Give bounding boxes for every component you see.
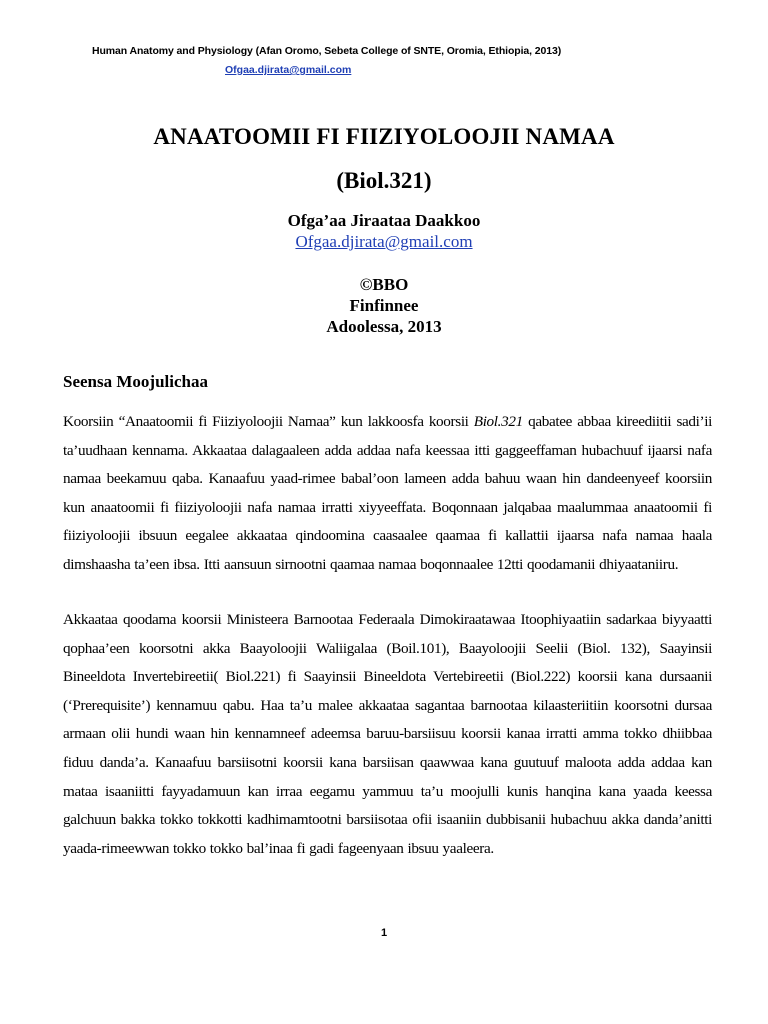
paragraph-1-text-end: qabatee abbaa kireediitii sadi’ii ta’uudhaan kennama. Akkaataa dalagaaleen adda addaa nafa keessaa itti gaggeeffaman hubachuuf ijaarsi nafa namaa beekamuu qaba. Kanaafuu yaad-rimee babal’oon lameen adda bahuu waan hin dandeenyeef koorsiin kun anaatoomii fi fiiziyoloojii nafa namaa irratti xiyyeeffata. Boqonnaan jalqabaa maalummaa anaatoomii fi fiiziyoloojii ibsuun eegalee akkaataa qindoomina caasaalee qaamaa fi kallattii ijaarsa nafa namaa haala dimshaasha ta’een ibsa. Itti aansuun sirnootni qaamaa namaa boqonnaalee 12tti qoodamanii dhiyaataniiru. xyxy=(63,413,712,573)
paragraph-1-course-code: Biol.321 xyxy=(473,413,523,430)
author-email-line xyxy=(0,232,768,252)
section-heading: Seensa Moojulichaa xyxy=(63,372,208,391)
paragraph-2: Akkaataa qoodama koorsii Ministeera Barnootaa Federaala Dimokiraatawaa Itoophiyaatiin sadarkaa biyyaatti qophaa’een koorsotni akka Baayoloojii Waliigalaa (Boil.101), Baayoloojii Seelii (Biol. 132), Saayinsii Bineeldota Invertebireetii( Biol.221) fi Saayinsii Bineeldota Vertebireetii (Biol.222) koorsii kana dursaanii (‘Prerequisite’) kennamuu qabu. Haa ta’u malee akkaataa sagantaa barnootaa kilaasteriitiin koorsotni dursaa armaan olii hundi waan hin kennamneef adeemsa baruu-barsiisuu koorsii kanaa irratti amma tokko dhiibbaa fiduu danda’a. Kanaafuu barsiisotni koorsii kana barsiisan qaawwaa kana guutuuf maloota adda addaa kan mataa isaaniitti fayyadamuun kan irraa eegamu yammuu ta’u moojulli kunis hanqina kana yaada keessa galchuun bakka tokko tokkotti kadhimamtootni barsiisotaa ofii isaaniin dubbisanii hubachuu akka danda’anitti yaada-rimeewwan tokko tokko bal’inaa fi gadi fageenyaan ibsuu yaaleera. xyxy=(63,611,712,857)
copyright-line: ©BBO xyxy=(359,275,409,294)
city-line: Finfinnee xyxy=(349,296,419,315)
page-number: 1 xyxy=(380,927,388,939)
paragraph-1-text-start: Koorsiin “Anaatoomii fi Fiiziyoloojii Namaa” kun lakkoosfa koorsii xyxy=(63,413,474,430)
document-title: ANAATOOMII FI FIIZIYOLOOJII NAMAA xyxy=(153,124,615,149)
course-code: (Biol.321) xyxy=(336,168,432,193)
publisher-block xyxy=(0,274,768,337)
paragraph-1 xyxy=(63,408,712,580)
running-header: Human Anatomy and Physiology (Afan Oromo, Sebeta College of SNTE, Oromia, Ethiopia, 2013) xyxy=(92,45,562,57)
author-name: Ofga’aa Jiraataa Daakkoo xyxy=(287,211,481,230)
header-email-link[interactable]: Ofgaa.djirata@gmail.com xyxy=(225,64,352,76)
date-line: Adoolessa, 2013 xyxy=(326,317,442,336)
author-email-link[interactable]: Ofgaa.djirata@gmail.com xyxy=(295,232,473,251)
